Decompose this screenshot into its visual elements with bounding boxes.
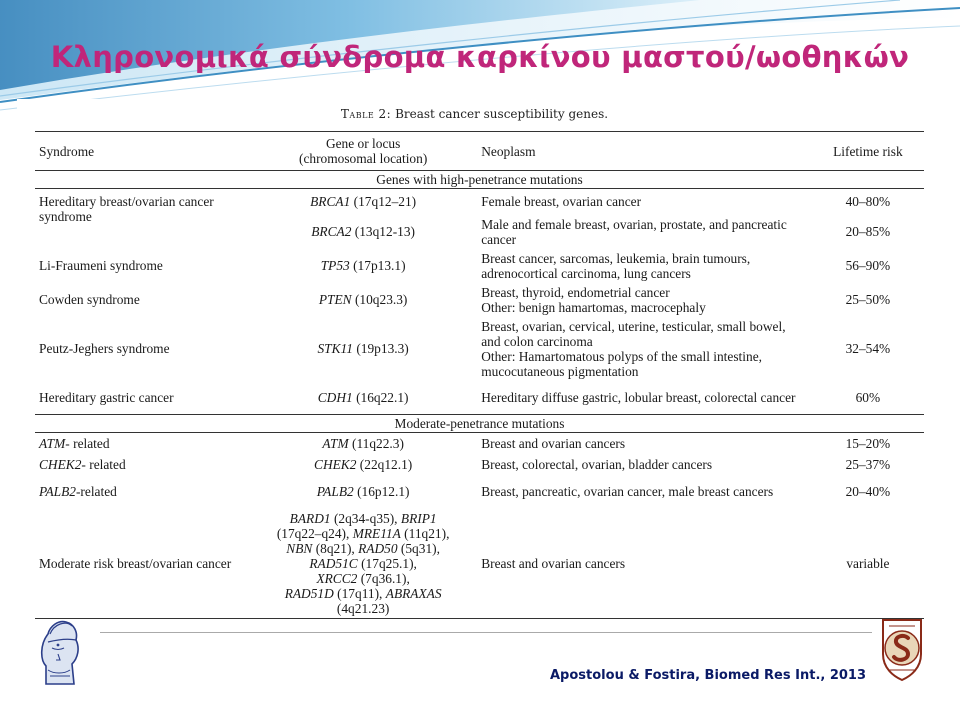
cell-syndrome: Peutz-Jeghers syndrome [39,341,170,356]
table-row [35,454,924,475]
cell-risk: 25–37% [845,456,891,472]
susceptibility-table [35,131,924,619]
table-row [35,249,924,283]
section-row-high [35,171,924,189]
cell-risk: 15–20% [845,435,891,451]
cell-neoplasm: Breast, thyroid, endometrial cancer Other: benign hamartomas, macrocephaly [481,284,706,315]
cell-risk: 20–40% [845,484,891,499]
header-syndrome: Syndrome [35,132,255,171]
footer-rule [100,632,872,633]
cell-neoplasm: Male and female breast, ovarian, prostate, and pancreatic cancer [481,216,787,247]
table-caption [17,107,932,121]
table-row [35,317,924,381]
table-caption-text: Breast cancer susceptibility genes. [395,107,609,121]
university-athena-logo [36,614,84,690]
cell-syndrome: Hereditary breast/ovarian cancer syndrome [39,194,214,224]
header-gene-line2: (chromosomal location) [298,151,428,166]
cell-risk: 25–50% [845,292,891,307]
table-row [35,433,924,454]
cell-neoplasm: Female breast, ovarian cancer [481,194,642,210]
cell-risk: 20–85% [845,224,891,239]
table-row [35,509,924,619]
cell-risk: 32–54% [845,341,891,356]
cell-syndrome: PALB2-related [39,484,117,499]
section-moderate-penetrance: Moderate-penetrance mutations [35,415,924,433]
slide-title: Κληρονομικά σύνδρομα καρκίνου μαστού/ωοθηκών [50,40,910,74]
cell-gene: CDH1 (16q22.1) [317,389,409,405]
cell-syndrome: CHEK2- related [39,456,126,472]
cell-risk: 40–80% [845,194,891,210]
cell-gene-list: BARD1 (2q34-q35), BRIP1 (17q22–q24), MRE11A (11q21), NBN (8q21), RAD50 (5q31), RAD51C (17q25.1), XRCC2 (7q36.1), RAD51D (17q11), ABRAXAS (4q21.23) [255,509,471,619]
cell-neoplasm: Breast and ovarian cancers [471,509,812,619]
cell-syndrome: Cowden syndrome [39,292,140,307]
header-neoplasm: Neoplasm [471,132,812,171]
header-gene [255,132,471,171]
cell-neoplasm: Breast, pancreatic, ovarian cancer, male breast cancers [481,484,774,499]
table-row [35,381,924,415]
table-caption-label: Table 2: [340,107,392,121]
cell-neoplasm: Breast and ovarian cancers [481,435,626,451]
cell-syndrome: ATM- related [39,435,110,451]
cell-gene: CHEK2 (22q12.1) [314,456,413,472]
cell-neoplasm: Breast, colorectal, ovarian, bladder cancers [481,456,713,472]
cell-neoplasm: Breast, ovarian, cervical, uterine, testicular, small bowel, and colon carcinoma Other: Hamartomatous polyps of the small intestine, mucocutaneous pigmentation [481,318,786,379]
cell-gene: BRCA2 (13q12-13) [311,224,416,239]
header-gene-line1: Gene or locus [325,136,401,151]
citation: Apostolou & Fostira, Biomed Res Int., 2013 [550,668,867,683]
table-row [35,283,924,317]
header-risk: Lifetime risk [812,132,924,171]
cell-neoplasm: Hereditary diffuse gastric, lobular breast, colorectal cancer [481,389,796,405]
cell-risk: variable [812,509,924,619]
cell-risk: 56–90% [845,258,891,273]
cell-gene: ATM (11q22.3) [322,435,404,451]
cell-syndrome: Li-Fraumeni syndrome [39,258,163,273]
table-row [35,475,924,509]
section-high-penetrance: Genes with high-penetrance mutations [35,171,924,189]
cell-gene: PTEN (10q23.3) [318,292,408,307]
cell-gene: TP53 (17p13.1) [320,258,406,273]
hospital-alexandra-logo [877,616,927,682]
cell-gene: STK11 (19p13.3) [317,341,409,356]
cell-risk: 60% [855,389,881,405]
cell-syndrome: Hereditary gastric cancer [39,389,174,405]
cell-neoplasm: Breast cancer, sarcomas, leukemia, brain tumours, adrenocortical carcinoma, lung cancers [481,250,751,281]
table-header-row [35,132,924,171]
cell-syndrome: Moderate risk breast/ovarian cancer [35,509,255,619]
table-figure [17,99,932,639]
section-row-moderate [35,415,924,433]
cell-gene: PALB2 (16p12.1) [316,484,410,499]
cell-gene: BRCA1 (17q12–21) [310,194,417,210]
table-row [35,189,924,215]
